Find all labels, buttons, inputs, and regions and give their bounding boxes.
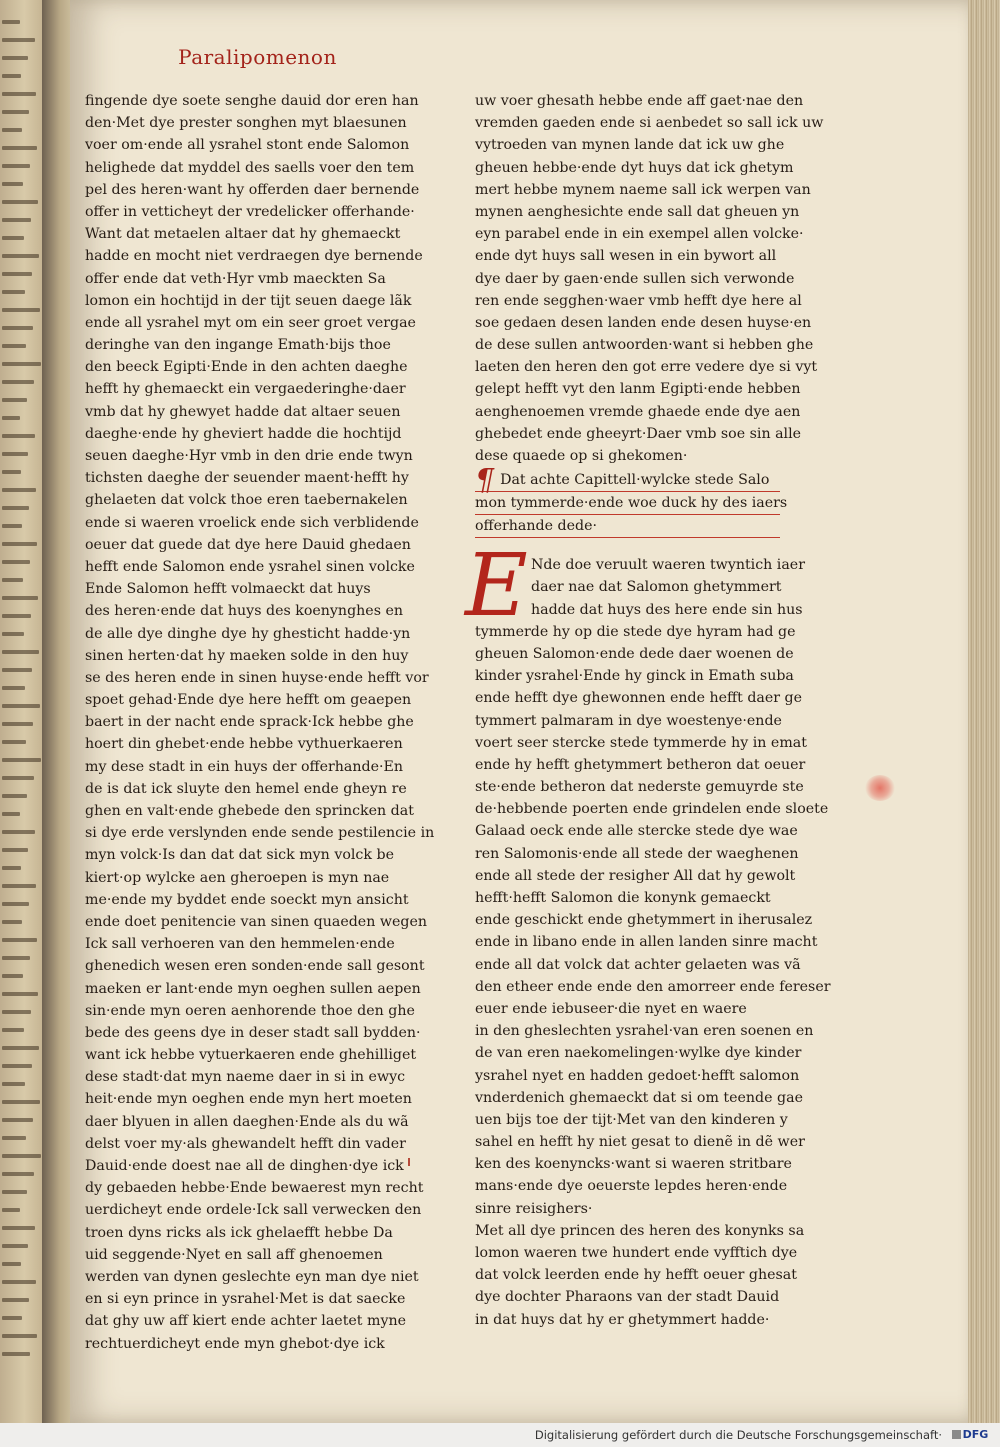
- text-line: ende doet penitencie van sinen quaeden wegen: [85, 913, 428, 930]
- text-line: my dese stadt in ein huys der offerhande·En: [85, 758, 404, 775]
- dfg-logo: DFG: [948, 1428, 992, 1442]
- text-line: ren Salomonis·ende all stede der waeghenen: [475, 845, 799, 862]
- previous-page-line: [2, 254, 39, 258]
- previous-page-line: [2, 1118, 33, 1122]
- text-line: vmb dat hy ghewyet hadde dat altaer seuen: [85, 403, 401, 420]
- previous-page-line: [2, 290, 25, 294]
- text-line: oeuer dat guede dat dye here Dauid ghedaen: [85, 536, 411, 553]
- previous-page-line: [2, 272, 32, 276]
- text-line: Dauid·ende doest nae all de dinghen·dye ick: [85, 1158, 404, 1174]
- previous-page-line: [2, 794, 27, 798]
- text-line: ende in libano ende in allen landen sinre macht: [475, 934, 818, 951]
- text-line: Ende Salomon hefft volmaeckt dat huys: [85, 581, 371, 598]
- text-line: ende geschickt ende ghetymmert in iherusalez: [475, 912, 813, 929]
- text-line: se des heren ende in sinen huyse·ende hefft vor: [85, 669, 429, 686]
- previous-page-line: [2, 1046, 39, 1050]
- text-line: ghelaeten dat volck thoe eren taebernakelen: [85, 492, 408, 509]
- text-line: ren ende segghen·waer vmb hefft dye here al: [475, 292, 802, 309]
- text-line: ken des koenyncks·want si waeren stritbare: [475, 1156, 792, 1173]
- text-line: heit·ende myn oeghen ende myn hert moeten: [85, 1091, 412, 1108]
- previous-page-line: [2, 1316, 22, 1320]
- text-line: uw voer ghesath hebbe ende aff gaet·nae den: [475, 93, 804, 109]
- previous-page-line: [2, 92, 36, 96]
- previous-page-line: [2, 1064, 32, 1068]
- text-line: Galaad oeck ende alle stercke stede dye wae: [475, 823, 798, 840]
- previous-page-line: [2, 1010, 31, 1014]
- right-column-chapter-text: [475, 554, 831, 1331]
- previous-page-line: [2, 866, 21, 870]
- chapter-heading-line: [475, 492, 788, 515]
- text-line: myn volck·Is dan dat dat sick myn volck be: [85, 847, 394, 864]
- text-line: uerdicheyt ende ordele·Ick sall verwecken den: [85, 1202, 422, 1219]
- text-line: si dye erde verslynden ende sende pestilencie in: [85, 825, 435, 842]
- previous-page-line: [2, 668, 32, 672]
- text-line: sahel en hefft hy niet gesat to dienẽ in dẽ wer: [475, 1134, 805, 1151]
- text-line: baert in der nacht ende sprack·Ick hebbe ghe: [85, 714, 414, 731]
- right-column-top-text: [475, 90, 824, 467]
- text-line: bede des geens dye in deser stadt sall bydden·: [85, 1024, 421, 1041]
- text-line: hefft·hefft Salomon die konynk gemaeckt: [475, 890, 771, 906]
- previous-page-line: [2, 1352, 30, 1356]
- previous-page-line: [2, 398, 27, 402]
- text-line: ende all dat volck dat achter gelaeten was vã: [475, 956, 801, 973]
- previous-page-line: [2, 578, 23, 582]
- text-line: kinder ysrahel·Ende hy ginck in Emath suba: [475, 668, 794, 685]
- text-line: Want dat metaelen altaer dat hy ghemaeckt: [85, 226, 401, 243]
- text-line: daer blyuen in allen daeghen·Ende als du wã: [85, 1113, 409, 1130]
- text-line: spoet gehad·Ende dye here hefft om geaepen: [85, 692, 412, 709]
- text-line: gelept hefft vyt den lanm Egipti·ende hebben: [475, 381, 801, 398]
- previous-page-line: [2, 992, 38, 996]
- previous-page-line: [2, 956, 30, 960]
- previous-page-line: [2, 1280, 36, 1284]
- text-line: sinen herten·dat hy maeken solde in den huy: [85, 647, 409, 664]
- text-line: daeghe·ende hy gheviert hadde die hochtijd: [85, 425, 402, 442]
- previous-page-line: [2, 740, 26, 744]
- previous-page-line: [2, 344, 26, 348]
- previous-page-line: [2, 20, 20, 24]
- page-edges: [968, 0, 1000, 1423]
- text-line: ende si waeren vroelick ende sich verblidende: [85, 514, 419, 531]
- text-line: de dese sullen antwoorden·want si hebben ghe: [475, 337, 814, 354]
- previous-page-line: [2, 524, 22, 528]
- previous-page-line: [2, 416, 20, 420]
- previous-page-line: [2, 938, 37, 942]
- previous-page-line: [2, 1100, 40, 1104]
- text-line: dese quaede op si ghekomen·: [475, 448, 688, 464]
- text-line: rechtuerdicheyt ende myn ghebot·dye ick: [85, 1335, 385, 1352]
- previous-page-line: [2, 812, 20, 816]
- text-line: ende all stede der resigher All dat hy gewolt: [475, 867, 796, 884]
- text-line: gheuen Salomon·ende dede daer woenen de: [475, 645, 794, 662]
- text-line: deringhe van den ingange Emath·bijs thoe: [85, 337, 391, 354]
- text-line: troen dyns ricks als ick ghelaefft hebbe Da: [85, 1224, 393, 1241]
- previous-page-line: [2, 650, 39, 654]
- text-line: hoert din ghebet·ende hebbe vythuerkaeren: [85, 736, 403, 753]
- chapter-heading-text: Dat achte Capittell·wylcke stede Salo: [500, 472, 770, 489]
- text-line: dat volck leerden ende hy hefft oeuer ghesat: [475, 1267, 797, 1284]
- running-header: [155, 45, 360, 69]
- text-line: maeken er lant·ende myn oeghen sullen aepen: [85, 980, 421, 997]
- previous-page-line: [2, 920, 22, 924]
- previous-page-line: [2, 488, 36, 492]
- previous-page-text: [2, 20, 42, 1370]
- running-header-text: Paralipomenon: [178, 45, 337, 69]
- previous-page-line: [2, 776, 34, 780]
- previous-page-line: [2, 902, 29, 906]
- previous-page-line: [2, 542, 37, 546]
- text-line: kiert·op wylcke aen gheroepen is myn nae: [85, 869, 390, 886]
- text-line: tymmerde hy op die stede dye hyram had ge: [475, 623, 796, 640]
- text-line: delst voer my·als ghewandelt hefft din vader: [85, 1135, 406, 1152]
- previous-page-line: [2, 1244, 28, 1248]
- previous-page-line: [2, 470, 21, 474]
- text-line: vytroeden van mynen lande dat ick uw ghe: [475, 137, 785, 154]
- previous-page-line: [2, 56, 28, 60]
- chapter-heading-text: mon tymmerde·ende woe duck hy des iaers: [475, 495, 788, 512]
- text-line: seuen daeghe·Hyr vmb in den drie ende twyn: [85, 448, 413, 464]
- text-line: de·hebbende poerten ende grindelen ende sloete: [475, 801, 829, 818]
- text-line: den beeck Egipti·Ende in den achten daeghe: [85, 359, 408, 376]
- text-line: ende hy hefft ghetymmert betheron dat oeuer: [475, 756, 806, 773]
- text-line: hadde dat huys des here ende sin hus: [531, 601, 803, 618]
- text-line: dese stadt·dat myn naeme daer in si in ewyc: [85, 1069, 406, 1086]
- previous-page-line: [2, 596, 38, 600]
- previous-page-line: [2, 308, 40, 312]
- text-line: vnderdenich ghemaeckt dat si om teende gae: [475, 1089, 803, 1106]
- previous-page-line: [2, 632, 24, 636]
- text-line: offer in vetticheyt der vredelicker offerhande·: [85, 203, 415, 220]
- previous-page-line: [2, 884, 36, 888]
- chapter-heading-text: offerhande dede·: [475, 518, 597, 535]
- left-text-column: [85, 90, 435, 1355]
- text-line: ende all ysrahel myt om ein seer groet vergae: [85, 314, 416, 331]
- previous-page-line: [2, 74, 21, 78]
- previous-page-line: [2, 326, 33, 330]
- text-line: werden van dynen geslechte eyn man dye niet: [85, 1268, 419, 1285]
- text-line: den·Met dye prester songhen myt blaesunen: [85, 115, 407, 132]
- previous-page-line: [2, 362, 41, 366]
- text-line: ysrahel nyet en hadden gedoet·hefft salomon: [475, 1067, 800, 1084]
- footer-credit: Digitalisierung gefördert durch die Deutsche Forschungsgemeinschaft·: [534, 1428, 942, 1442]
- previous-page-line: [2, 848, 28, 852]
- drop-cap-initial: E: [465, 536, 528, 637]
- previous-page-line: [2, 1082, 25, 1086]
- text-line: mans·ende dye oeuerste lepdes heren·ende: [475, 1178, 788, 1195]
- text-line: uid seggende·Nyet en sall aff ghenoemen: [85, 1246, 383, 1263]
- previous-page-line: [2, 614, 31, 618]
- previous-page-line: [2, 452, 28, 456]
- text-line: Met all dye princen des heren des konynks sa: [475, 1222, 805, 1239]
- text-line: de is dat ick sluyte den hemel ende gheyn re: [85, 780, 407, 797]
- text-line: helighede dat myddel des saells voer den tem: [85, 159, 415, 176]
- text-line: den etheer ende ende den amorreer ende fereser: [475, 978, 831, 995]
- text-line: ghenedich wesen eren sonden·ende sall gesont: [85, 958, 425, 975]
- footer-bar: [0, 1423, 1000, 1447]
- text-line: voert seer stercke stede tymmerde hy in emat: [475, 734, 807, 751]
- text-line: euer ende iebuseer·die nyet en waere: [475, 1000, 747, 1017]
- text-line: mynen aenghesichte ende sall dat gheuen yn: [475, 203, 800, 220]
- text-line: fingende dye soete senghe dauid dor eren han: [85, 93, 419, 109]
- previous-page-line: [2, 218, 31, 222]
- previous-page-line: [2, 128, 22, 132]
- rubric-capitulum-icon: ¶: [475, 463, 495, 499]
- text-line: sinre reisighers·: [475, 1200, 593, 1217]
- previous-page-line: [2, 506, 29, 510]
- text-line: de van eren naekomelingen·wylke dye kinder: [475, 1045, 802, 1062]
- previous-page-line: [2, 722, 33, 726]
- margin-mark: [408, 1158, 410, 1166]
- text-line: laeten den heren den got erre vedere dye si vyt: [475, 359, 818, 376]
- previous-page-line: [2, 1334, 37, 1338]
- chapter-heading-line: [475, 515, 780, 538]
- chapter-heading: [475, 463, 790, 538]
- previous-page-line: [2, 704, 40, 708]
- previous-page-line: [2, 1136, 26, 1140]
- previous-page-line: [2, 146, 37, 150]
- previous-page-line: [2, 686, 25, 690]
- previous-page-line: [2, 182, 23, 186]
- previous-page-line: [2, 1172, 34, 1176]
- previous-page-line: [2, 1154, 41, 1158]
- text-line: des heren·ende dat huys des koenynghes en: [85, 603, 404, 620]
- previous-page-line: [2, 1028, 24, 1032]
- text-line: soe gedaen desen landen ende desen huyse·en: [475, 314, 812, 331]
- previous-page-line: [2, 200, 38, 204]
- previous-page-line: [2, 38, 35, 42]
- text-line: in den gheslechten ysrahel·van eren soenen en: [475, 1023, 814, 1040]
- text-line: hadde en mocht niet verdraegen dye bernende: [85, 248, 423, 265]
- text-line: ende dyt huys sall wesen in ein bywort all: [475, 248, 777, 265]
- text-line: ende hefft dye ghewonnen ende hefft daer ge: [475, 690, 803, 707]
- text-line: gheuen hebbe·ende dyt huys dat ick ghetym: [475, 159, 794, 176]
- previous-page-line: [2, 1190, 27, 1194]
- previous-page-line: [2, 236, 24, 240]
- text-line: in dat huys dat hy er ghetymmert hadde·: [475, 1311, 770, 1328]
- text-line: offer ende dat veth·Hyr vmb maeckten Sa: [85, 270, 386, 287]
- previous-page-line: [2, 1226, 35, 1230]
- text-line: dy gebaeden hebbe·Ende bewaerest myn recht: [85, 1180, 424, 1197]
- text-line: sin·ende myn oeren aenhorende thoe den ghe: [85, 1002, 415, 1019]
- text-line: en si eyn prince in ysrahel·Met is dat saecke: [85, 1291, 406, 1308]
- previous-page-line: [2, 380, 34, 384]
- text-line: aenghenoemen vremde ghaede ende dye aen: [475, 403, 801, 420]
- text-line: de alle dye dinghe dye hy ghesticht hadde·yn: [85, 625, 411, 642]
- previous-page-line: [2, 1298, 29, 1302]
- text-line: dat ghy uw aff kiert ende achter laetet myne: [85, 1313, 407, 1330]
- text-line: voer om·ende all ysrahel stont ende Salomon: [85, 137, 410, 154]
- text-line: hefft hy ghemaeckt ein vergaederinghe·daer: [85, 381, 406, 398]
- text-line: dye daer by gaen·ende sullen sich verwonde: [475, 270, 795, 287]
- previous-page-line: [2, 1262, 21, 1266]
- text-line: Nde doe veruult waeren twyntich iaer: [531, 557, 805, 574]
- text-line: Ick sall verhoeren van den hemmelen·ende: [85, 936, 395, 953]
- text-line: uen bijs toe der tijt·Met van den kinderen y: [475, 1111, 788, 1128]
- text-line: tichsten daeghe der seuender maent·hefft hy: [85, 470, 409, 487]
- previous-page-line: [2, 758, 41, 762]
- text-line: me·ende my byddet ende soeckt myn ansicht: [85, 891, 409, 908]
- text-line: hefft ende Salomon ende ysrahel sinen volcke: [85, 558, 415, 575]
- previous-page-line: [2, 1208, 20, 1212]
- previous-page-line: [2, 164, 30, 168]
- text-line: lomon waeren twe hundert ende vyfftich dye: [475, 1245, 798, 1261]
- text-line: want ick hebbe vytuerkaeren ende ghehilliget: [85, 1047, 417, 1064]
- text-line: lomon ein hochtijd in der tijt seuen daege lãk: [85, 292, 412, 309]
- right-text-column: [465, 90, 831, 1331]
- text-line: mert hebbe mynem naeme sall ick werpen van: [475, 181, 811, 198]
- red-ink-stain: [865, 775, 895, 801]
- previous-page-line: [2, 560, 30, 564]
- previous-page-edge: [0, 0, 44, 1423]
- chapter-body: [465, 536, 831, 1331]
- previous-page-line: [2, 974, 23, 978]
- text-line: dye dochter Pharaons van der stadt Dauid: [475, 1289, 780, 1306]
- text-line: daer nae dat Salomon ghetymmert: [531, 579, 782, 596]
- text-line: ste·ende betheron dat nederste gemuyrde ste: [475, 779, 804, 796]
- text-line: tymmert palmaram in dye woestenye·ende: [475, 712, 782, 729]
- chapter-heading-line: [475, 463, 780, 499]
- previous-page-line: [2, 110, 29, 114]
- previous-page-line: [2, 830, 35, 834]
- text-line: pel des heren·want hy offerden daer bernende: [85, 181, 420, 198]
- text-line: ghen en valt·ende ghebede den sprincken dat: [85, 803, 414, 819]
- text-line: ghebedet ende gheeyrt·Daer vmb soe sin alle: [475, 425, 802, 442]
- text-line: eyn parabel ende in ein exempel allen volcke·: [475, 226, 804, 243]
- previous-page-line: [2, 434, 35, 438]
- text-line: vremden gaeden ende si aenbedet so sall ick uw: [475, 115, 824, 132]
